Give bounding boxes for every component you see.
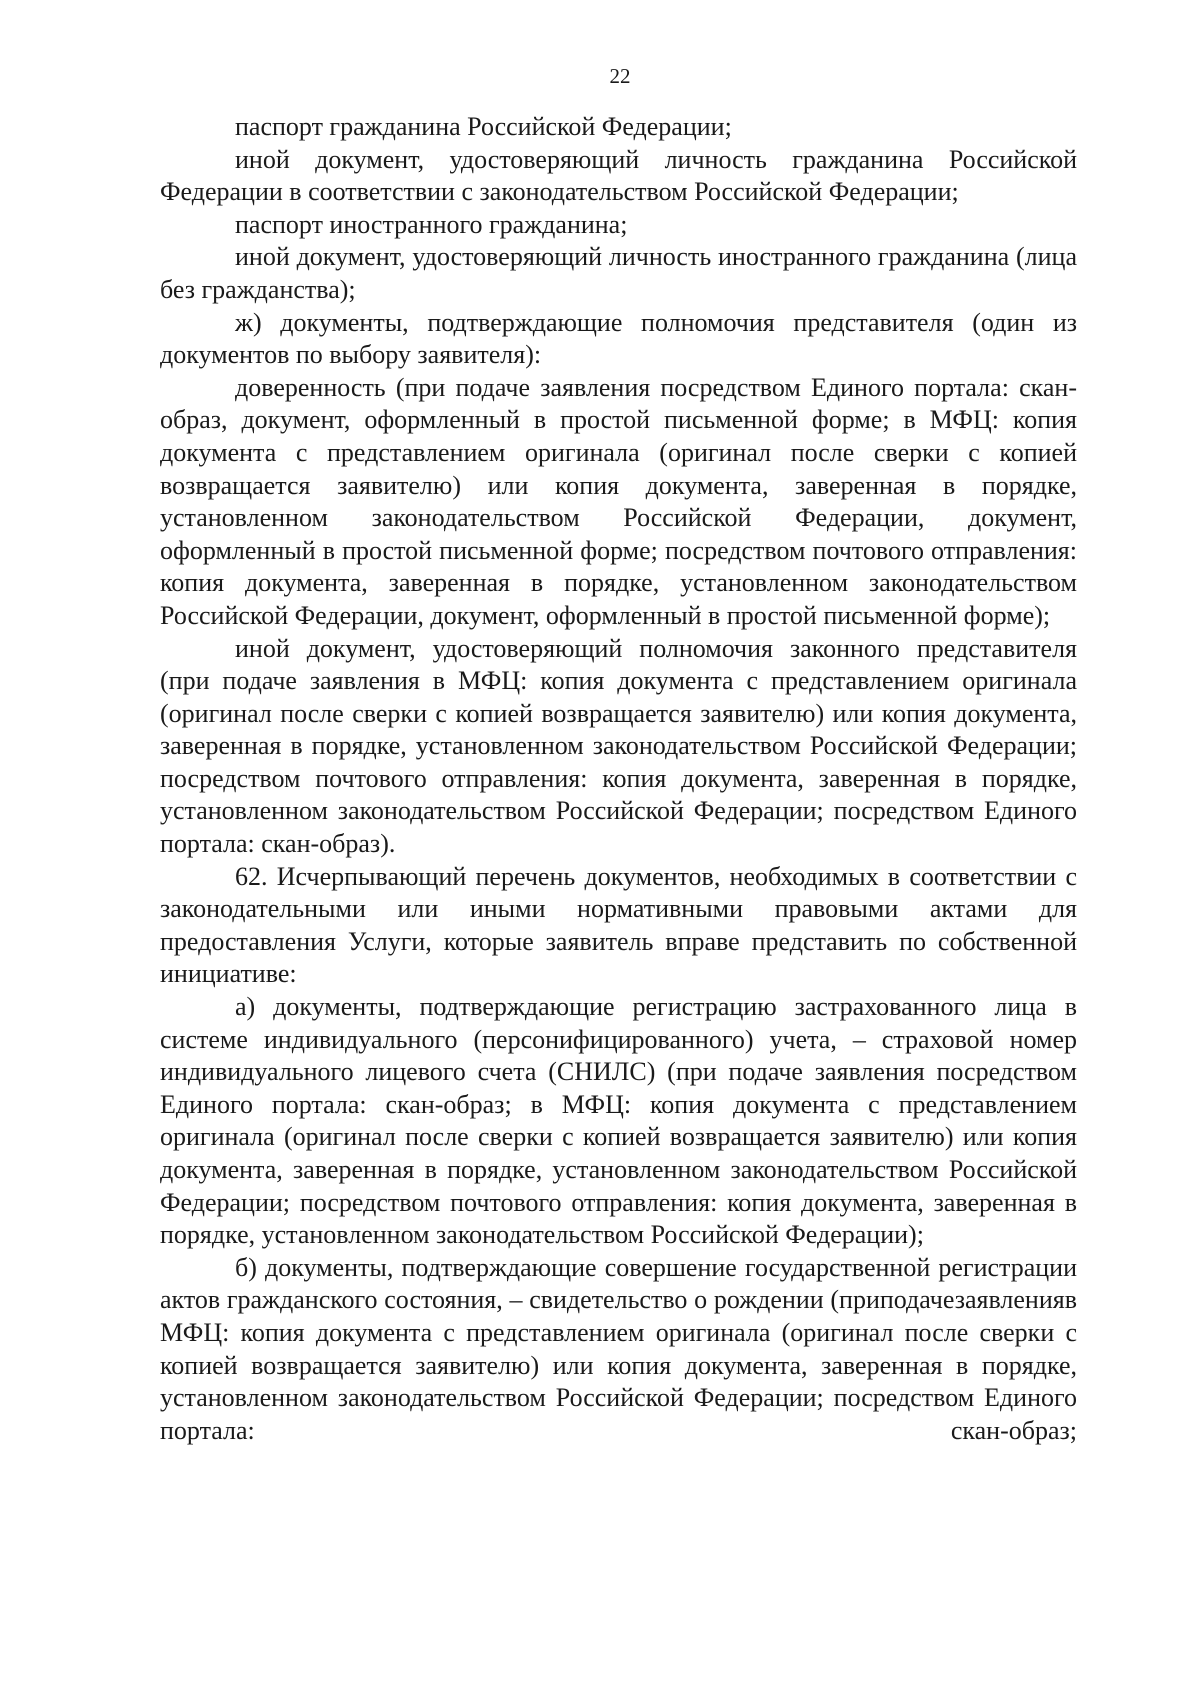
paragraph-other-id-foreign: иной документ, удостоверяющий личность иностранного гражданина (лица без гражданства); — [160, 242, 1077, 304]
paragraph-passport-foreign: паспорт иностранного гражданина; — [235, 209, 628, 239]
paragraph-item-b: б) документы, подтверждающие совершение государственной регистрации актов гражданского состояния, – свидетельство о рождении (приподачезаявленияв МФЦ: копия документа с представлением оригинала (оригинал после сверки с копией возвращается заявителю) или копия документа, заверенная в порядке, установленном законодательством Российской Федерации; посредством Единого портала: скан-образ; — [160, 1252, 1077, 1445]
page-number: 22 — [609, 64, 631, 88]
paragraph-power-of-attorney: доверенность (при подаче заявления посредством Единого портала: скан-образ, документ, оформленный в простой письменной форме; в МФЦ: копия документа с представлением оригинала (оригинал после сверки с копией возвращается заявителю) или копия документа, заверенная в порядке, установленном законодательством Российской Федерации, документ, оформленный в простой письменной форме; посредством почтового отправления: копия документа, заверенная в порядке, установленном законодательством Российской Федерации, документ, оформленный в простой письменной форме); — [160, 372, 1077, 630]
paragraph-passport-rf: паспорт гражданина Российской Федерации; — [235, 112, 732, 141]
document-body — [160, 111, 1077, 1447]
paragraph-legal-representative: иной документ, удостоверяющий полномочия законного представителя (при подаче заявления в МФЦ: копия документа с представлением оригинала (оригинал после сверки с копией возвращается заявителю) или копия документа, заверенная в порядке, установленном законодательством Российской Федерации; посредством почтового отправления: копия документа, заверенная в порядке, установленном законодательством Российской Федерации; посредством Единого портала: скан-образ). — [160, 633, 1077, 859]
paragraph-other-id-rf: иной документ, удостоверяющий личность гражданина Российской Федерации в соответствии с законодательством Российской Федерации; — [160, 144, 1077, 207]
paragraph-62: 62. Исчерпывающий перечень документов, необходимых в соответствии с законодательными или иными нормативными правовыми актами для предоставления Услуги, которые заявитель вправе представить по собственной инициативе: — [160, 861, 1077, 989]
paragraph-item-zh: ж) документы, подтверждающие полномочия представителя (один из документов по выбору заявителя): — [160, 307, 1077, 370]
paragraph-item-a: а) документы, подтверждающие регистрацию застрахованного лица в системе индивидуального (персонифицированного) учета, – страховой номер индивидуального лицевого счета (СНИЛС) (при подаче заявления посредством Единого портала: скан-образ; в МФЦ: копия документа с представлением оригинала (оригинал после сверки с копией возвращается заявителю) или копия документа, заверенная в порядке, установленном законодательством Российской Федерации; посредством почтового отправления: копия документа, заверенная в порядке, установленном законодательством Российской Федерации); — [160, 992, 1077, 1250]
